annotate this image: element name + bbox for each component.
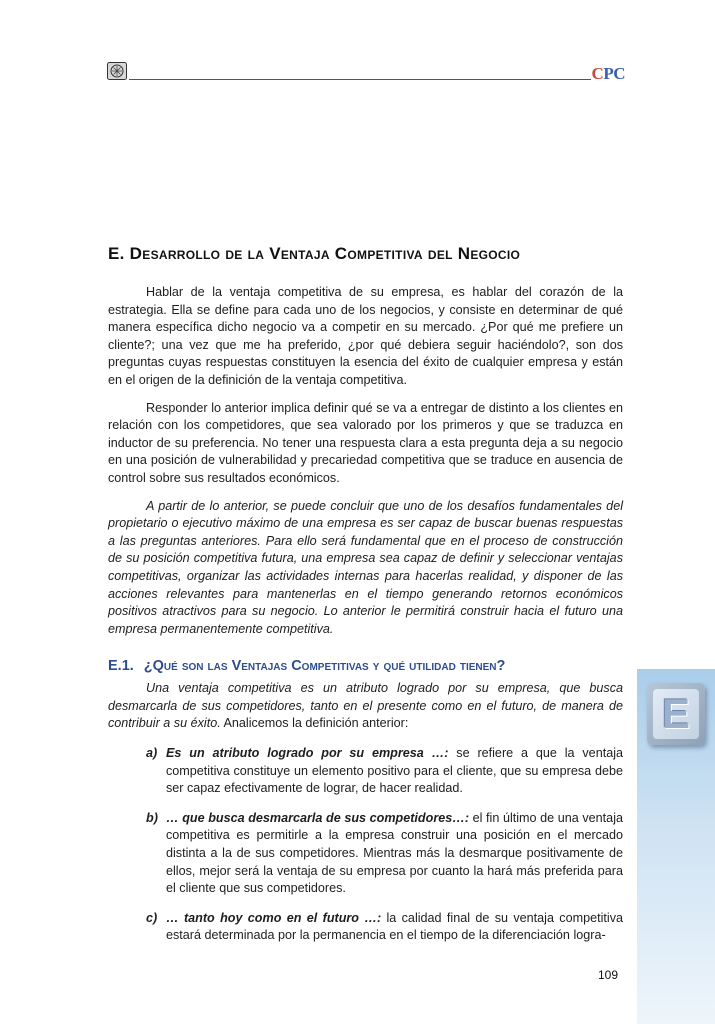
subsection-title: ¿Qué son las Ventajas Competitivas y qué utilidad tienen? xyxy=(143,658,506,675)
cpc-logo: CPC xyxy=(591,64,625,83)
chapter-badge xyxy=(647,683,705,745)
list-item-lead: … tanto hoy como en el futuro …: xyxy=(166,910,382,925)
seal-icon xyxy=(107,62,127,80)
list-item-text: se refiere a que la ventaja competitiva constituye un elemento positivo para el cliente, que su empresa debe ser capaz efectivamente de lograr, de hacer realidad. xyxy=(166,746,623,796)
chapter-letter: E xyxy=(653,689,699,739)
list-item-letter: b) xyxy=(146,810,158,825)
list-item-text: la calidad final de su ventaja competitiva estará determinada por la permanencia en el tiempo de la diferenciación logra- xyxy=(166,910,623,943)
paragraph-1: Hablar de la ventaja competitiva de su empresa, es hablar del corazón de la estrategia. Ella se define para cada uno de los negocios, y consiste en determinar de qué manera específica dicho negocio va a competir en su mercado. ¿Por qué me prefiere un cliente?; una vez que me ha preferido, ¿por qué debiera seguir haciéndolo?, son dos preguntas cuyas respuestas constituyen la esencia del éxito de cualquier empresa y están en el origen de la definición de la ventaja competitiva. xyxy=(108,285,623,387)
subsection-heading xyxy=(108,658,623,674)
paragraph-2: Responder lo anterior implica definir qué se va a entregar de distinto a los clientes en relación con los competidores, que sea valorado por los primeros y que se traduzca en inductor de su preferencia. No tener una respuesta clara a esta pregunta deja a su negocio en una posición de vulnerabilidad y precariedad competitiva que se traduce en ausencia de control sobre sus resultados económicos. xyxy=(108,400,623,485)
definition-list xyxy=(108,745,623,945)
list-item xyxy=(108,810,623,898)
list-item-letter: a) xyxy=(146,746,158,761)
header-rule xyxy=(129,79,591,80)
list-item-lead: Es un atributo logrado por su empresa …: xyxy=(166,746,449,761)
list-item-lead: … que busca desmarcarla de sus competidores…: xyxy=(166,810,470,825)
intro-italic: Una ventaja competitiva es un atributo logrado por su empresa, que busca desmarcarla de sus competidores, tanto en el presente como en el futuro, de manera de contribuir a su éxito. xyxy=(108,681,623,731)
list-item-text: el fin último de una ventaja competitiva es permitirle a la empresa construir una posición en el mercado distinta a la de sus competidores. Mientras más la desmarque positivamente de ellos, mejor será la ventaja de su empresa por cuanto la hará más preferida para el cliente que sus competidores. xyxy=(166,810,623,896)
subsection-intro xyxy=(108,680,623,733)
main-content xyxy=(108,244,623,957)
paragraph-3: A partir de lo anterior, se puede concluir que uno de los desafíos fundamentales del propietario o ejecutivo máximo de una empresa es ser capaz de buscar buenas respuestas a las preguntas anteriores. Para ello será fundamental que en el proceso de construcción de su posición competitiva futura, una empresa sea capaz de definir y seleccionar ventajas competitivas, organizar las actividades internas para hacerlas realidad, y disponer de las acciones relevantes para mantenerlas en el tiempo generando retornos económicos positivos atractivos para su negocio. Lo anterior le permitirá construir hacia el futuro una empresa permanentemente competitiva. xyxy=(108,498,623,636)
list-item xyxy=(108,745,623,798)
list-item xyxy=(108,910,623,945)
list-item-letter: c) xyxy=(146,910,158,925)
page-header xyxy=(107,62,625,84)
subsection-number: E.1. xyxy=(108,658,134,675)
section-title xyxy=(108,244,623,264)
section-title-text: E. Desarrollo de la Ventaja Competitiva del Negocio xyxy=(108,244,521,263)
intro-rest: Analicemos la definición anterior: xyxy=(220,716,409,731)
page-number: 109 xyxy=(598,968,619,982)
